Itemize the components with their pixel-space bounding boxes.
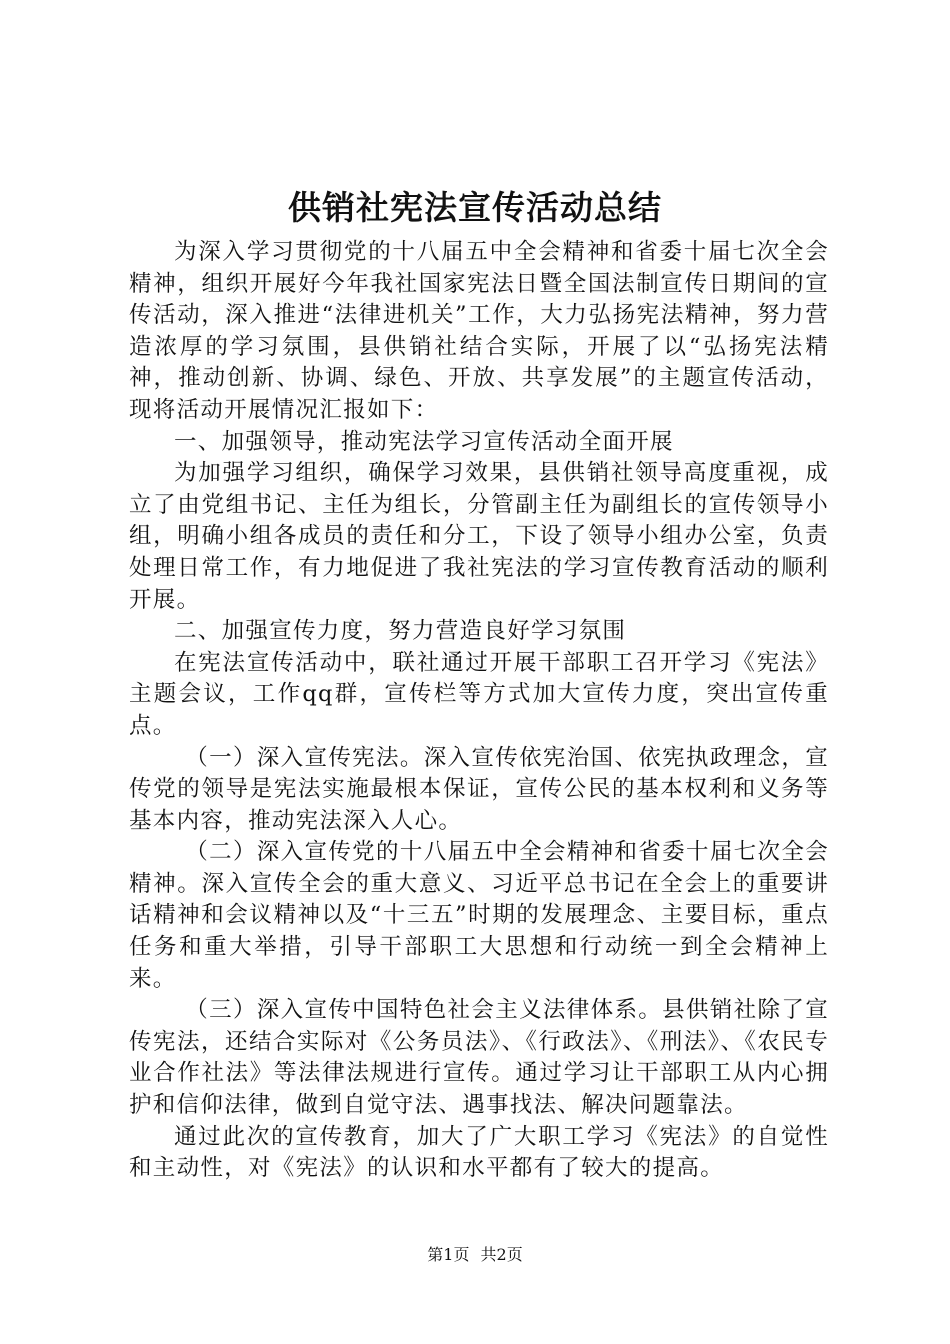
document-title: 供销社宪法宣传活动总结 [288, 188, 662, 227]
page-number: 第1页 [427, 1245, 470, 1264]
subsection-1-paragraph: （一）深入宣传宪法。深入宣传依宪治国、依宪执政理念，宣传党的领导是宪法实施最根本保证，宣传公民的基本权利和义务等基本内容，推动宪法深入人心。 [129, 744, 829, 834]
document-body [129, 237, 829, 1185]
conclusion-paragraph: 通过此次的宣传教育，加大了广大职工学习《宪法》的自觉性和主动性，对《宪法》的认识和水平都有了较大的提高。 [129, 1123, 829, 1182]
subsection-2-paragraph: （二）深入宣传党的十八届五中全会精神和省委十届七次全会精神。深入宣传全会的重大意义、习近平总书记在全会上的重要讲话精神和会议精神以及“十三五”时期的发展理念、主要目标，重点任务和重大举措，引导干部职工大思想和行动统一到全会精神上来。 [129, 839, 829, 992]
section-heading-1: 一、加强领导，推动宪法学习宣传活动全面开展 [174, 428, 674, 455]
page-footer [0, 1244, 950, 1266]
section-2-paragraph: 在宪法宣传活动中，联社通过开展干部职工召开学习《宪法》主题会议，工作qq群，宣传栏等方式加大宣传力度，突出宣传重点。 [129, 649, 829, 739]
section-1-paragraph: 为加强学习组织，确保学习效果，县供销社领导高度重视，成立了由党组书记、主任为组长，分管副主任为副组长的宣传领导小组，明确小组各成员的责任和分工，下设了领导小组办公室，负责处理日常工作，有力地促进了我社宪法的学习宣传教育活动的顺利开展。 [129, 460, 829, 613]
intro-paragraph: 为深入学习贯彻党的十八届五中全会精神和省委十届七次全会精神，组织开展好今年我社国家宪法日暨全国法制宣传日期间的宣传活动，深入推进“法律进机关”工作，大力弘扬宪法精神，努力营造浓厚的学习氛围，县供销社结合实际，开展了以“弘扬宪法精神，推动创新、协调、绿色、开放、共享发展”的主题宣传活动，现将活动开展情况汇报如下： [129, 239, 829, 423]
section-heading-2: 二、加强宣传力度，努力营造良好学习氛围 [174, 618, 627, 645]
subsection-3-paragraph: （三）深入宣传中国特色社会主义法律体系。县供销社除了宣传宪法，还结合实际对《公务员法》、《行政法》、《刑法》、《农民专业合作社法》等法律法规进行宣传。通过学习让干部职工从内心拥护和信仰法律，做到自觉守法、遇事找法、解决问题靠法。 [129, 997, 829, 1119]
page-total: 共2页 [480, 1245, 523, 1264]
